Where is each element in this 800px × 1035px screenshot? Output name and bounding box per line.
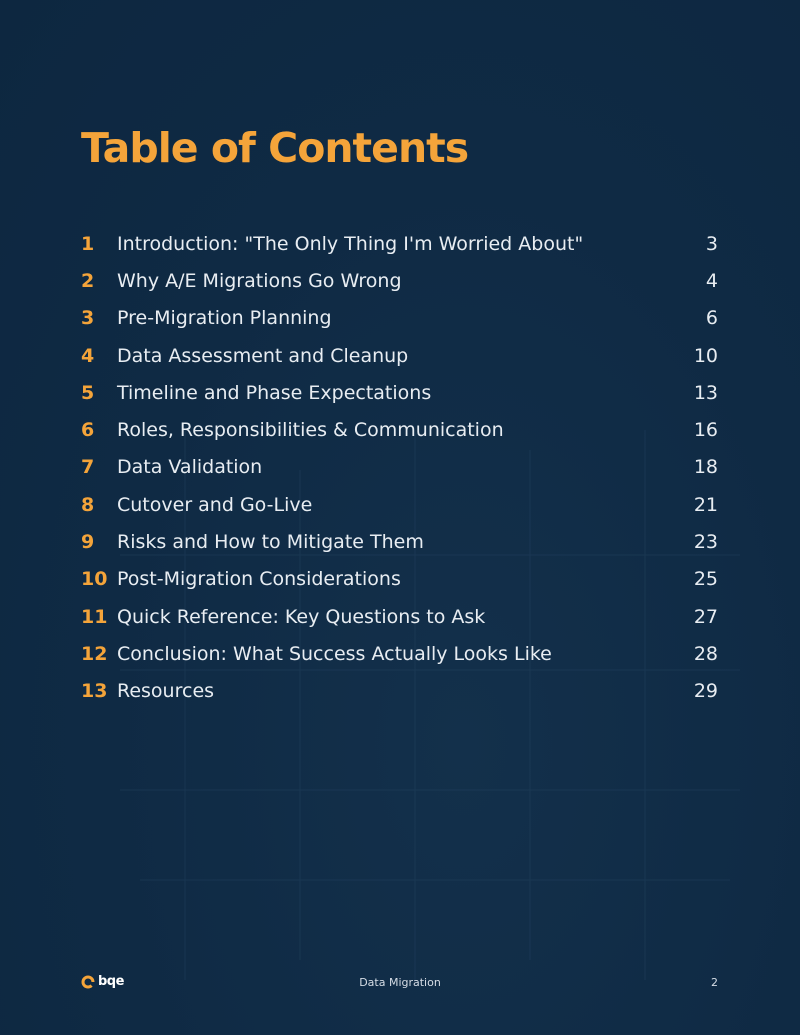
page-title: Table of Contents xyxy=(81,124,469,172)
toc-entry-title: Post-Migration Considerations xyxy=(117,568,401,591)
toc-entry-number: 5 xyxy=(81,381,95,404)
toc-entry-page-number: 27 xyxy=(693,605,718,628)
toc-entry[interactable] xyxy=(81,374,718,411)
toc-entry-page-number: 28 xyxy=(693,642,718,665)
toc-entry-number: 6 xyxy=(81,419,95,442)
toc-entry-number: 13 xyxy=(81,680,108,703)
toc-entry-page-number: 13 xyxy=(693,381,718,404)
toc-entry-page-number: 6 xyxy=(705,307,718,330)
toc-entry-title: Why A/E Migrations Go Wrong xyxy=(117,269,402,292)
toc-entry[interactable] xyxy=(81,598,718,635)
table-of-contents xyxy=(81,225,718,710)
toc-entry[interactable] xyxy=(81,523,718,560)
toc-entry-title: Introduction: "The Only Thing I'm Worried About" xyxy=(117,232,584,255)
toc-entry-number: 7 xyxy=(81,456,95,479)
toc-entry-number: 1 xyxy=(81,232,95,255)
page-footer xyxy=(0,970,800,996)
toc-entry-number: 4 xyxy=(81,344,95,367)
toc-entry[interactable] xyxy=(81,262,718,299)
toc-entry[interactable] xyxy=(81,635,718,672)
logo-text: bqe xyxy=(98,974,124,989)
toc-entry[interactable] xyxy=(81,561,718,598)
toc-entry-page-number: 23 xyxy=(693,531,718,554)
toc-entry-title: Cutover and Go-Live xyxy=(117,493,313,516)
toc-entry[interactable] xyxy=(81,486,718,523)
toc-entry-title: Data Assessment and Cleanup xyxy=(117,344,409,367)
toc-entry-title: Roles, Responsibilities & Communication xyxy=(117,419,504,442)
toc-entry-page-number: 18 xyxy=(693,456,718,479)
toc-entry[interactable] xyxy=(81,225,718,262)
toc-entry-number: 2 xyxy=(81,269,95,292)
toc-entry-title: Quick Reference: Key Questions to Ask xyxy=(117,605,486,628)
toc-entry-number: 9 xyxy=(81,531,95,554)
toc-entry-page-number: 10 xyxy=(693,344,718,367)
toc-entry[interactable] xyxy=(81,449,718,486)
toc-entry-number: 12 xyxy=(81,642,108,665)
toc-entry-title: Pre-Migration Planning xyxy=(117,307,332,330)
toc-entry-title: Resources xyxy=(117,680,215,703)
toc-entry-page-number: 16 xyxy=(693,419,718,442)
toc-entry[interactable] xyxy=(81,673,718,710)
toc-entry-page-number: 4 xyxy=(705,269,718,292)
toc-entry-title: Timeline and Phase Expectations xyxy=(117,381,432,404)
toc-entry-number: 3 xyxy=(81,307,95,330)
toc-entry[interactable] xyxy=(81,300,718,337)
toc-entry[interactable] xyxy=(81,337,718,374)
toc-entry-title: Risks and How to Mitigate Them xyxy=(117,531,424,554)
toc-entry-page-number: 3 xyxy=(705,232,718,255)
footer-page-number: 2 xyxy=(711,976,718,989)
toc-entry-page-number: 25 xyxy=(693,568,718,591)
footer-document-title: Data Migration xyxy=(359,976,441,989)
toc-entry-page-number: 21 xyxy=(693,493,718,516)
toc-entry-title: Data Validation xyxy=(117,456,263,479)
toc-entry-title: Conclusion: What Success Actually Looks Like xyxy=(117,642,552,665)
toc-entry-number: 10 xyxy=(81,568,108,591)
toc-entry[interactable] xyxy=(81,411,718,448)
toc-entry-page-number: 29 xyxy=(693,680,718,703)
toc-entry-number: 11 xyxy=(81,605,108,628)
toc-entry-number: 8 xyxy=(81,493,95,516)
